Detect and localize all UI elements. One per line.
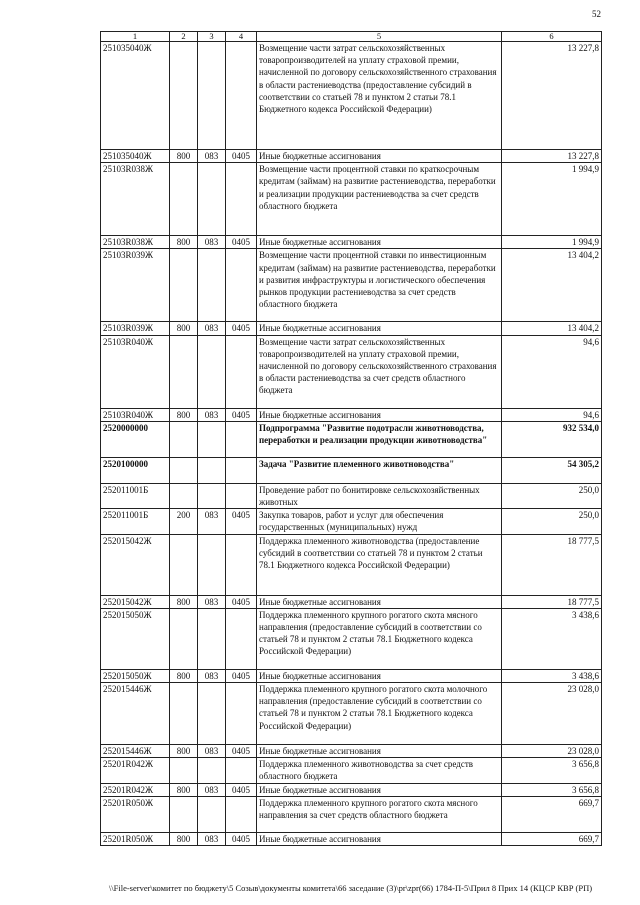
- target-article-code: 25201R050Ж: [101, 832, 170, 845]
- file-path-footer: \\File-server\комитет по бюджету\5 Созыв\документы комитета\66 заседание (3)\pr\zpr(66) 1784-П-5\Прил 8 Прих 14 (КЦСР КВР (РП): [108, 883, 593, 893]
- target-article-code: 25201R042Ж: [101, 783, 170, 796]
- item-name: Иные бюджетные ассигнования: [257, 322, 502, 335]
- amount: 3 656,8: [502, 783, 602, 796]
- item-name: Подпрограмма "Развитие подотрасли животноводства, переработки и реализации продукции животноводства": [257, 421, 502, 457]
- table-row: [101, 745, 602, 758]
- table-row: [101, 534, 602, 595]
- target-article-code: 2520100000: [101, 457, 170, 483]
- table-row: [101, 832, 602, 845]
- table-row: [101, 457, 602, 483]
- column-number: 1: [101, 32, 170, 42]
- target-article-code: 25103R040Ж: [101, 408, 170, 421]
- expense-type-code: [170, 335, 198, 408]
- department-code: [198, 249, 226, 322]
- department-code: [198, 796, 226, 832]
- amount: 669,7: [502, 796, 602, 832]
- section-code: 0405: [226, 783, 257, 796]
- section-code: [226, 683, 257, 745]
- section-code: 0405: [226, 408, 257, 421]
- section-code: [226, 457, 257, 483]
- section-code: [226, 796, 257, 832]
- department-code: [198, 42, 226, 150]
- expense-type-code: [170, 608, 198, 669]
- target-article-code: 252015446Ж: [101, 683, 170, 745]
- item-name: Иные бюджетные ассигнования: [257, 595, 502, 608]
- table-row: [101, 669, 602, 682]
- column-number: 3: [198, 32, 226, 42]
- department-code: 083: [198, 322, 226, 335]
- department-code: [198, 534, 226, 595]
- section-code: [226, 335, 257, 408]
- target-article-code: 251035040Ж: [101, 150, 170, 163]
- expense-type-code: 800: [170, 783, 198, 796]
- column-number: 5: [257, 32, 502, 42]
- section-code: [226, 534, 257, 595]
- amount: 13 404,2: [502, 322, 602, 335]
- amount: 18 777,5: [502, 595, 602, 608]
- department-code: [198, 457, 226, 483]
- department-code: 083: [198, 669, 226, 682]
- amount: 94,6: [502, 335, 602, 408]
- expense-type-code: [170, 42, 198, 150]
- target-article-code: 252011001Б: [101, 483, 170, 508]
- target-article-code: 25103R038Ж: [101, 236, 170, 249]
- table-row: [101, 758, 602, 783]
- target-article-code: 25201R042Ж: [101, 758, 170, 783]
- table-row: [101, 683, 602, 745]
- section-code: [226, 42, 257, 150]
- target-article-code: 25103R039Ж: [101, 322, 170, 335]
- item-name: Возмещение части процентной ставки по краткосрочным кредитам (займам) на развитие растениеводства, переработки и реализации продукции растениеводства за счет средств областного бюджета: [257, 163, 502, 236]
- target-article-code: 25103R039Ж: [101, 249, 170, 322]
- amount: 669,7: [502, 832, 602, 845]
- target-article-code: 252015042Ж: [101, 595, 170, 608]
- expense-type-code: 800: [170, 745, 198, 758]
- amount: 250,0: [502, 509, 602, 534]
- expense-type-code: [170, 796, 198, 832]
- expense-type-code: [170, 421, 198, 457]
- table-row: [101, 796, 602, 832]
- expense-type-code: [170, 163, 198, 236]
- expense-type-code: [170, 534, 198, 595]
- item-name: Задача "Развитие племенного животноводства": [257, 457, 502, 483]
- section-code: 0405: [226, 236, 257, 249]
- target-article-code: 2520000000: [101, 421, 170, 457]
- target-article-code: 252015446Ж: [101, 745, 170, 758]
- item-name: Возмещение части процентной ставки по инвестиционным кредитам (займам) на развитие растениеводства, переработки и развития инфраструктуры и логистического обеспечения рынков продукции растениеводства за счет средств областного бюджета: [257, 249, 502, 322]
- department-code: [198, 683, 226, 745]
- department-code: 083: [198, 832, 226, 845]
- target-article-code: 251035040Ж: [101, 42, 170, 150]
- table-row: [101, 249, 602, 322]
- table-row: [101, 150, 602, 163]
- expense-type-code: 800: [170, 832, 198, 845]
- expense-type-code: [170, 249, 198, 322]
- expense-type-code: 800: [170, 236, 198, 249]
- table-row: [101, 483, 602, 508]
- item-name: Иные бюджетные ассигнования: [257, 150, 502, 163]
- section-code: 0405: [226, 669, 257, 682]
- section-code: 0405: [226, 595, 257, 608]
- item-name: Поддержка племенного крупного рогатого скота мясного направления за счет средств областного бюджета: [257, 796, 502, 832]
- amount: 250,0: [502, 483, 602, 508]
- item-name: Поддержка племенного крупного рогатого скота молочного направления (предоставление субсидий в соответствии со статьей 78 и пунктом 2 статьи 78.1 Бюджетного кодекса Российской Федерации): [257, 683, 502, 745]
- item-name: Иные бюджетные ассигнования: [257, 669, 502, 682]
- table-row: [101, 335, 602, 408]
- amount: 18 777,5: [502, 534, 602, 595]
- item-name: Иные бюджетные ассигнования: [257, 745, 502, 758]
- table-row: [101, 421, 602, 457]
- table-row: [101, 322, 602, 335]
- amount: 13 227,8: [502, 42, 602, 150]
- amount: 1 994,9: [502, 236, 602, 249]
- department-code: 083: [198, 595, 226, 608]
- expense-type-code: 800: [170, 150, 198, 163]
- department-code: 083: [198, 408, 226, 421]
- target-article-code: 252015050Ж: [101, 669, 170, 682]
- amount: 3 656,8: [502, 758, 602, 783]
- item-name: Закупка товаров, работ и услуг для обеспечения государственных (муниципальных) нужд: [257, 509, 502, 534]
- column-number: 2: [170, 32, 198, 42]
- table-row: [101, 236, 602, 249]
- department-code: [198, 163, 226, 236]
- department-code: 083: [198, 745, 226, 758]
- table-row: [101, 608, 602, 669]
- item-name: Иные бюджетные ассигнования: [257, 236, 502, 249]
- department-code: [198, 483, 226, 508]
- expense-type-code: 800: [170, 595, 198, 608]
- department-code: 083: [198, 236, 226, 249]
- item-name: Возмещение части затрат сельскохозяйственных товаропроизводителей на уплату страховой премии, начисленной по договору сельскохозяйственного страхования в области растениеводства за счет средств областного бюджета: [257, 335, 502, 408]
- column-number: 6: [502, 32, 602, 42]
- department-code: 083: [198, 150, 226, 163]
- section-code: [226, 249, 257, 322]
- expense-type-code: 800: [170, 322, 198, 335]
- table-row: [101, 509, 602, 534]
- section-code: [226, 608, 257, 669]
- section-code: [226, 421, 257, 457]
- column-numbers-row: [101, 32, 602, 42]
- column-number: 4: [226, 32, 257, 42]
- section-code: [226, 758, 257, 783]
- target-article-code: 252015042Ж: [101, 534, 170, 595]
- target-article-code: 25103R038Ж: [101, 163, 170, 236]
- amount: 13 404,2: [502, 249, 602, 322]
- section-code: 0405: [226, 832, 257, 845]
- amount: 3 438,6: [502, 669, 602, 682]
- department-code: [198, 335, 226, 408]
- amount: 3 438,6: [502, 608, 602, 669]
- section-code: 0405: [226, 509, 257, 534]
- department-code: [198, 608, 226, 669]
- expense-type-code: 800: [170, 669, 198, 682]
- table-row: [101, 42, 602, 150]
- amount: 23 028,0: [502, 745, 602, 758]
- page-number: 52: [592, 9, 601, 19]
- expense-type-code: 800: [170, 408, 198, 421]
- expense-type-code: 200: [170, 509, 198, 534]
- amount: 932 534,0: [502, 421, 602, 457]
- item-name: Поддержка племенного крупного рогатого скота мясного направления (предоставление субсидий в соответствии со статьей 78 и пунктом 2 статьи 78.1 Бюджетного кодекса Российской Федерации): [257, 608, 502, 669]
- department-code: 083: [198, 783, 226, 796]
- budget-table: [100, 31, 602, 846]
- amount: 13 227,8: [502, 150, 602, 163]
- target-article-code: 25103R040Ж: [101, 335, 170, 408]
- item-name: Проведение работ по бонитировке сельскохозяйственных животных: [257, 483, 502, 508]
- item-name: Поддержка племенного животноводства за счет средств областного бюджета: [257, 758, 502, 783]
- item-name: Иные бюджетные ассигнования: [257, 783, 502, 796]
- expense-type-code: [170, 758, 198, 783]
- item-name: Иные бюджетные ассигнования: [257, 408, 502, 421]
- target-article-code: 252011001Б: [101, 509, 170, 534]
- department-code: [198, 758, 226, 783]
- item-name: Возмещение части затрат сельскохозяйственных товаропроизводителей на уплату страховой премии, начисленной по договору сельскохозяйственного страхования в области растениеводства (предоставление субсидий в соответствии со статьей 78 и пунктом 2 статьи 78.1 Бюджетного кодекса Российской Федерации): [257, 42, 502, 150]
- department-code: [198, 421, 226, 457]
- section-code: [226, 163, 257, 236]
- section-code: [226, 483, 257, 508]
- target-article-code: 252015050Ж: [101, 608, 170, 669]
- expense-type-code: [170, 457, 198, 483]
- table-row: [101, 408, 602, 421]
- section-code: 0405: [226, 745, 257, 758]
- expense-type-code: [170, 483, 198, 508]
- section-code: 0405: [226, 150, 257, 163]
- expense-type-code: [170, 683, 198, 745]
- item-name: Поддержка племенного животноводства (предоставление субсидий в соответствии со статьей 78 и пунктом 2 статьи 78.1 Бюджетного кодекса Российской Федерации): [257, 534, 502, 595]
- amount: 23 028,0: [502, 683, 602, 745]
- table-row: [101, 163, 602, 236]
- amount: 94,6: [502, 408, 602, 421]
- table-row: [101, 595, 602, 608]
- department-code: 083: [198, 509, 226, 534]
- item-name: Иные бюджетные ассигнования: [257, 832, 502, 845]
- target-article-code: 25201R050Ж: [101, 796, 170, 832]
- section-code: 0405: [226, 322, 257, 335]
- amount: 54 305,2: [502, 457, 602, 483]
- amount: 1 994,9: [502, 163, 602, 236]
- table-row: [101, 783, 602, 796]
